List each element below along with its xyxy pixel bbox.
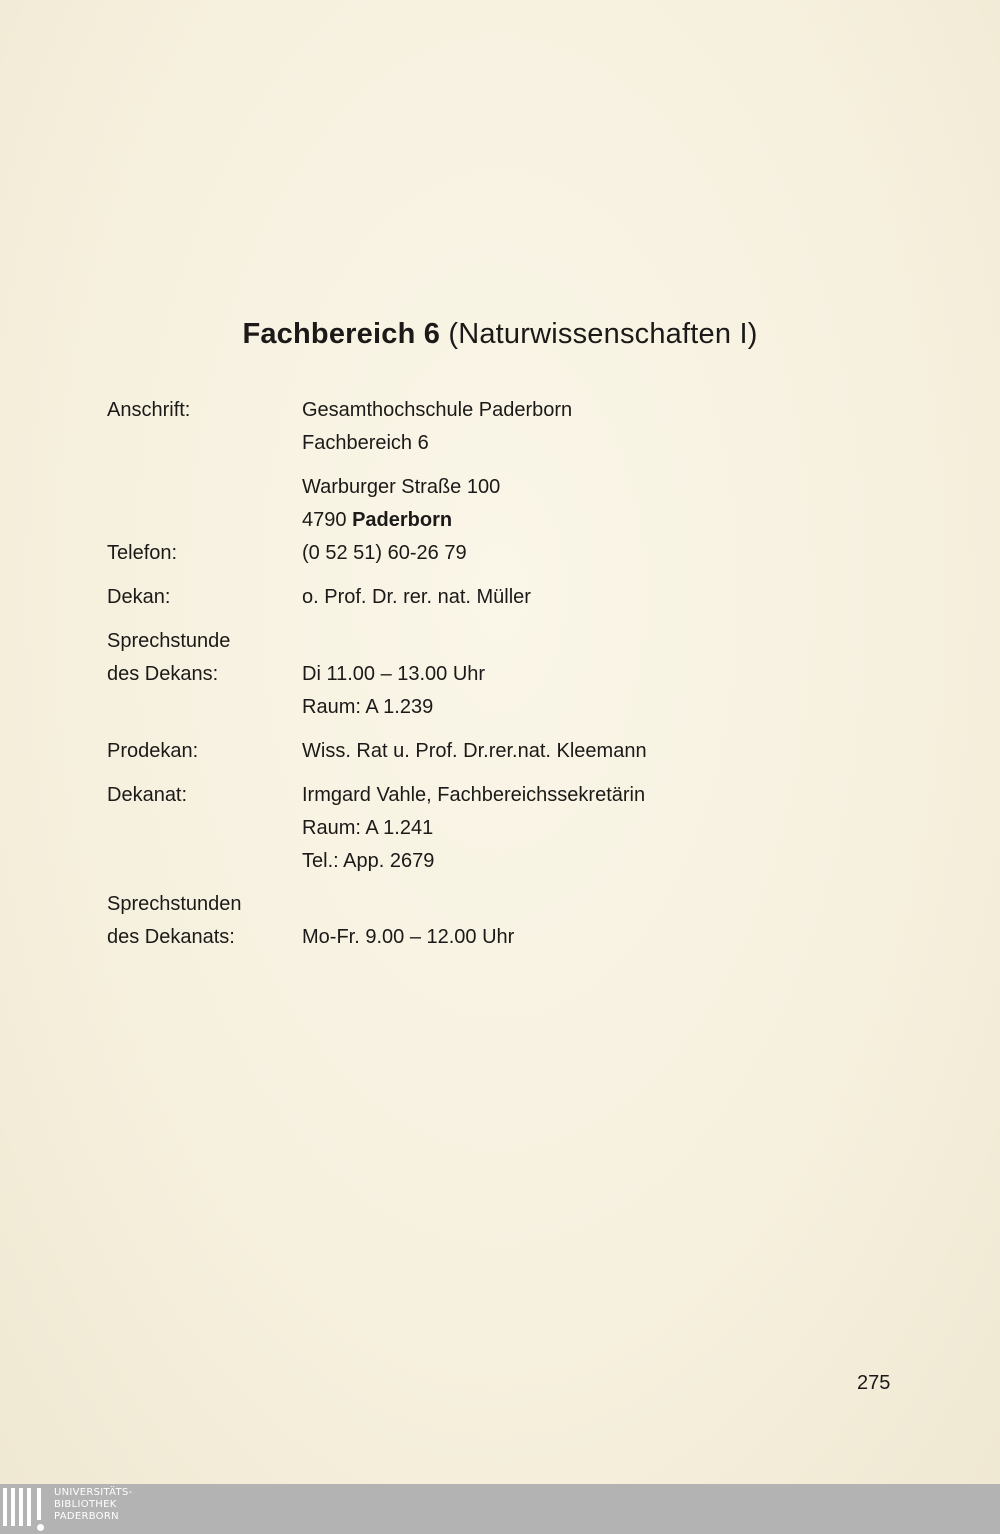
prodekan-value: Wiss. Rat u. Prof. Dr.rer.nat. Kleemann xyxy=(302,740,647,762)
library-logo-icon xyxy=(3,1488,45,1528)
telefon-label: Telefon: xyxy=(107,542,178,564)
anschrift-label: Anschrift: xyxy=(107,399,191,421)
dekan-value: o. Prof. Dr. rer. nat. Müller xyxy=(302,586,531,608)
dekanat-name: Irmgard Vahle, Fachbereichssekretärin xyxy=(302,784,646,806)
telefon-value: (0 52 51) 60-26 79 xyxy=(302,542,467,564)
title-regular: (Naturwissenschaften I) xyxy=(448,318,758,350)
sprechstunde-label-line1: Sprechstunde xyxy=(107,630,231,652)
anschrift-zip: 4790 xyxy=(302,509,347,531)
anschrift-line1: Gesamthochschule Paderborn xyxy=(302,399,573,421)
sprechstunden-time: Mo-Fr. 9.00 – 12.00 Uhr xyxy=(302,926,515,948)
anschrift-line3: Warburger Straße 100 xyxy=(302,476,501,498)
sprechstunden-label-line1: Sprechstunden xyxy=(107,893,242,915)
logo-line1: UNIVERSITÄTS- xyxy=(54,1487,133,1498)
dekanat-phone: Tel.: App. 2679 xyxy=(302,850,435,872)
page-title xyxy=(0,318,1000,351)
library-logo-dot xyxy=(37,1524,44,1531)
library-logo-text xyxy=(54,1487,133,1523)
library-footer-bar xyxy=(0,1484,1000,1534)
anschrift-line4 xyxy=(302,508,452,532)
sprechstunde-room: Raum: A 1.239 xyxy=(302,696,434,718)
anschrift-line2: Fachbereich 6 xyxy=(302,432,429,454)
sprechstunde-label-line2: des Dekans: xyxy=(107,663,219,685)
anschrift-city: Paderborn xyxy=(352,509,453,531)
dekan-label: Dekan: xyxy=(107,586,171,608)
sprechstunden-label-line2: des Dekanats: xyxy=(107,926,235,948)
page-number: 275 xyxy=(857,1372,891,1394)
dekanat-label: Dekanat: xyxy=(107,784,188,806)
sprechstunde-time: Di 11.00 – 13.00 Uhr xyxy=(302,663,486,685)
dekanat-room: Raum: A 1.241 xyxy=(302,817,434,839)
prodekan-label: Prodekan: xyxy=(107,740,199,762)
logo-line2: BIBLIOTHEK xyxy=(54,1499,117,1510)
title-bold: Fachbereich 6 xyxy=(242,318,441,350)
logo-line3: PADERBORN xyxy=(54,1511,119,1522)
